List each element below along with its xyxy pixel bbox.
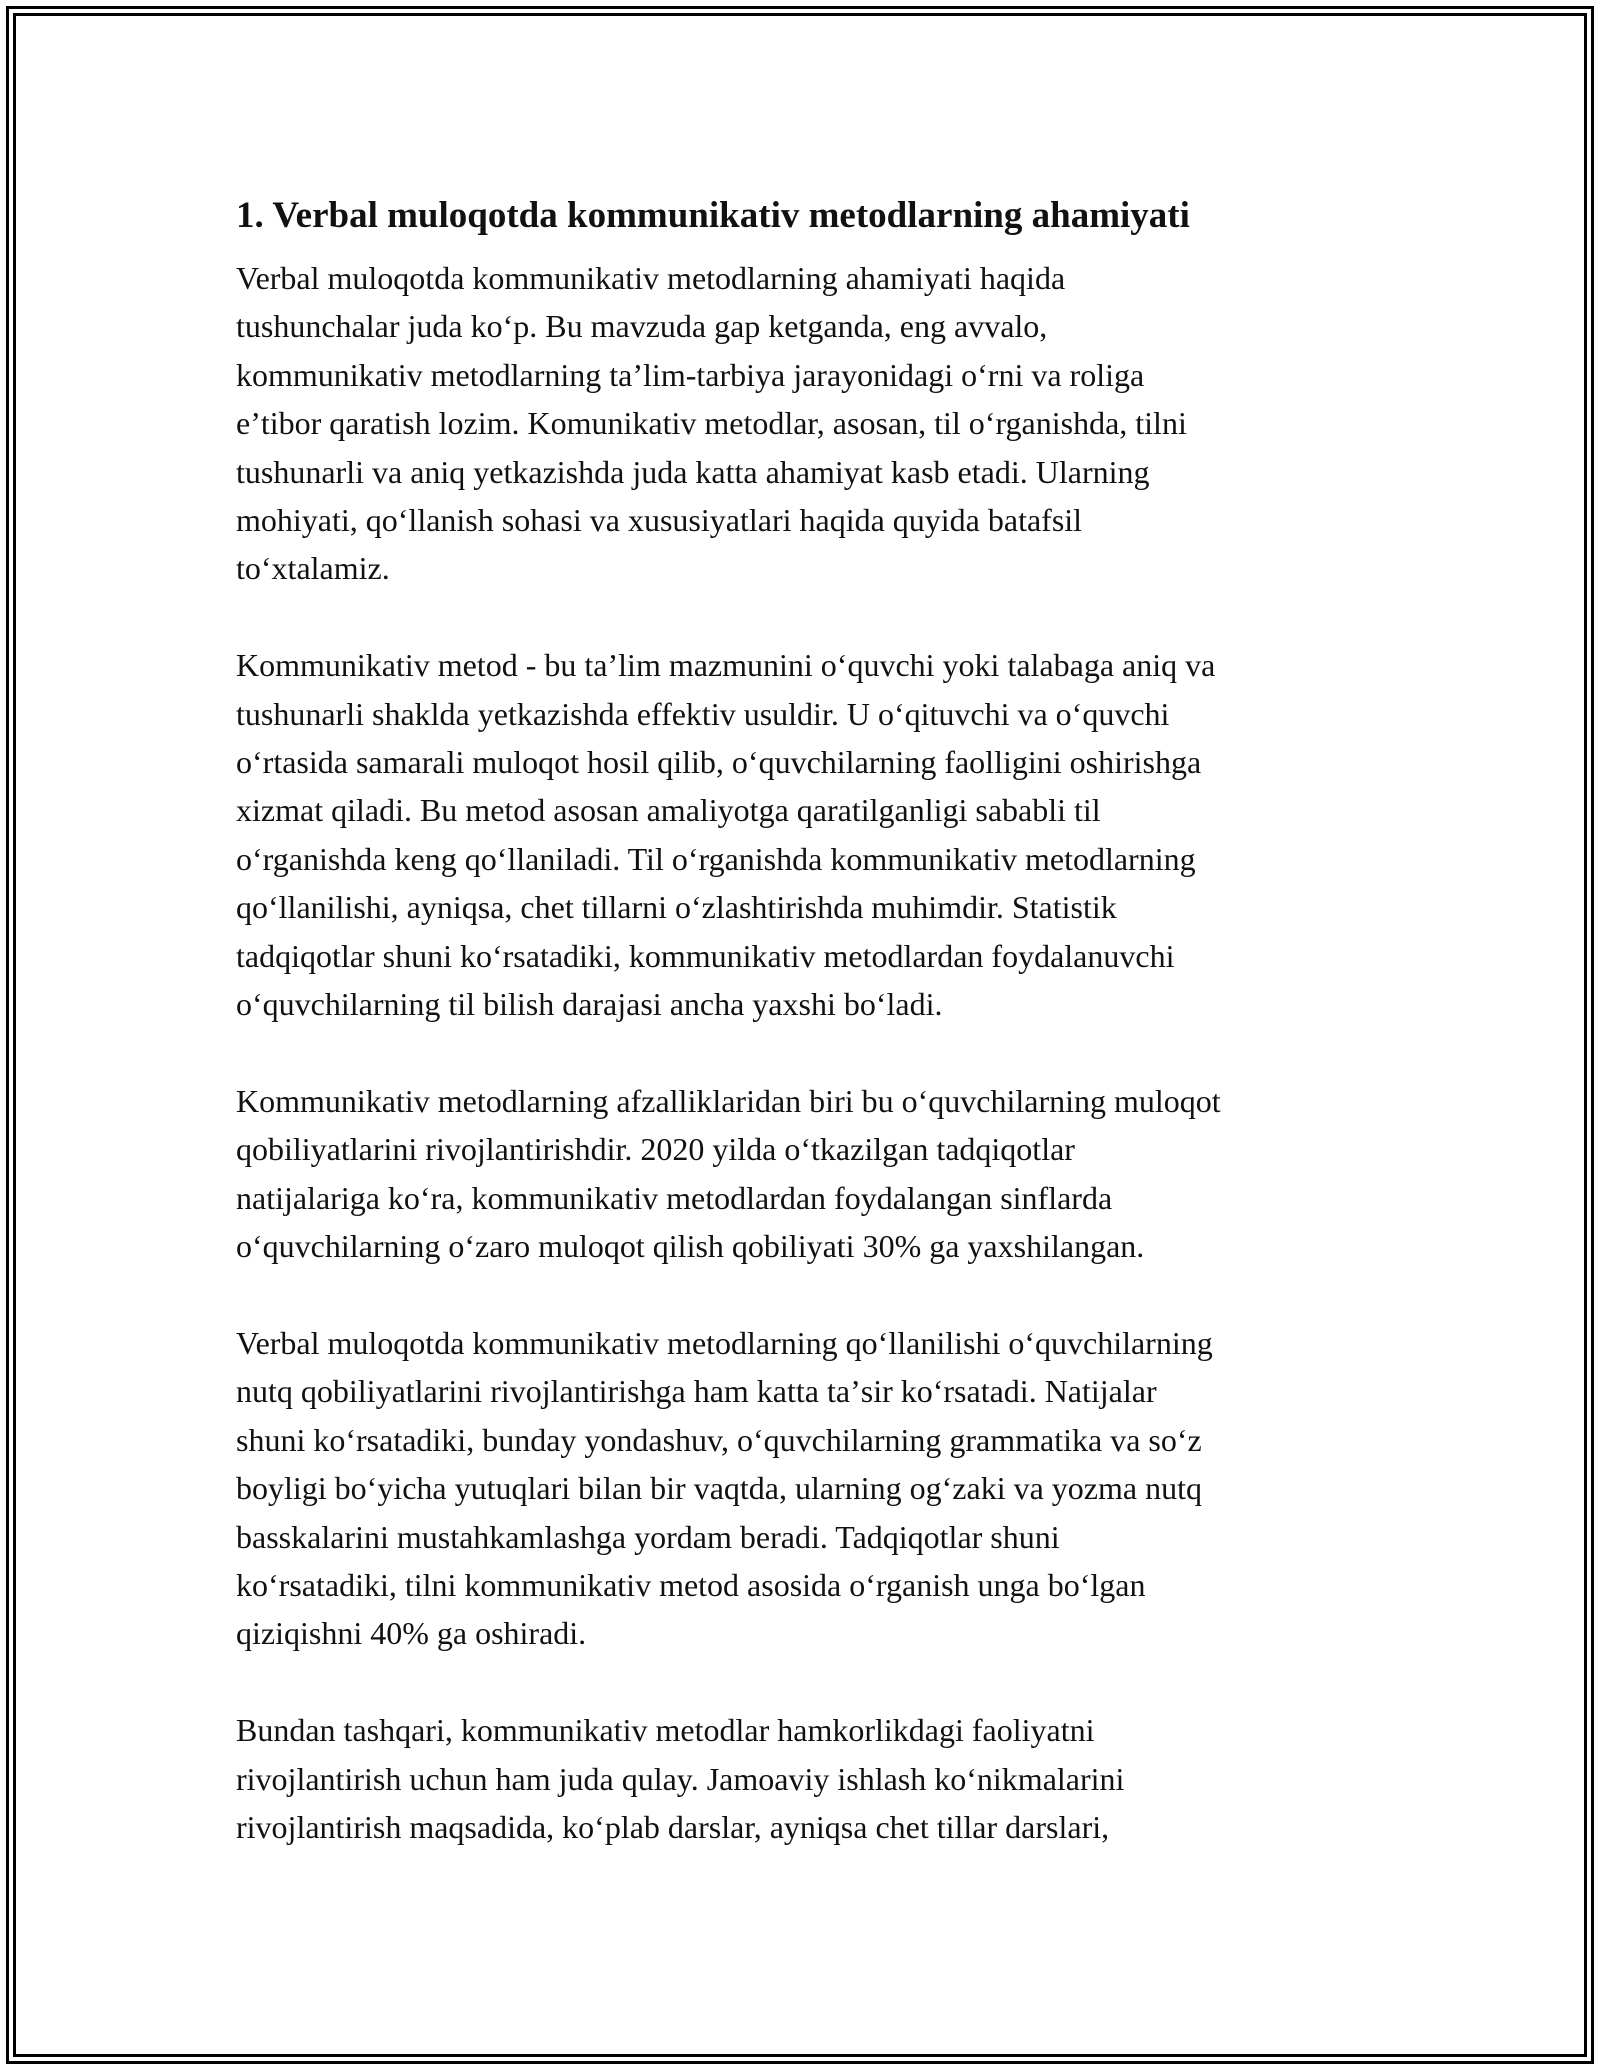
text-line: xizmat qiladi. Bu metod asosan amaliyotga qaratilganligi sababli til xyxy=(236,792,1101,829)
text-line: Verbal muloqotda kommunikativ metodlarning ahamiyati haqida xyxy=(236,260,1066,296)
text-line: oʻrtasida samarali muloqot hosil qilib, oʻquvchilarning faolligini oshirishga xyxy=(236,744,1202,781)
text-line: basskalarini mustahkamlashga yordam beradi. Tadqiqotlar shuni xyxy=(236,1518,1060,1555)
paragraph-3 xyxy=(236,1077,1366,1271)
text-line: boyligi boʻyicha yutuqlari bilan bir vaqtda, ularning ogʻzaki va yozma nutq xyxy=(236,1470,1202,1507)
text-line: toʻxtalamiz. xyxy=(236,550,390,587)
text-line: qobiliyatlarini rivojlantirishdir. 2020 yilda oʻtkazilgan tadqiqotlar xyxy=(236,1131,1075,1168)
paragraph-1 xyxy=(236,254,1366,593)
text-line: tushunchalar juda koʻp. Bu mavzuda gap ketganda, eng avvalo, xyxy=(236,308,1048,345)
text-line: shuni koʻrsatadiki, bunday yondashuv, oʻquvchilarning grammatika va soʻz xyxy=(236,1421,1202,1458)
text-line: qoʻllanilishi, ayniqsa, chet tillarni oʻzlashtirishda muhimdir. Statistik xyxy=(236,889,1117,926)
text-line: oʻrganishda keng qoʻllaniladi. Til oʻrganishda kommunikativ metodlarning xyxy=(236,840,1196,877)
text-line: rivojlantirish uchun ham juda qulay. Jamoaviy ishlash koʻnikmalarini xyxy=(236,1760,1125,1797)
text-line: tadqiqotlar shuni koʻrsatadiki, kommunikativ metodlardan foydalanuvchi xyxy=(236,937,1175,974)
text-line: kommunikativ metodlarning taʼlim-tarbiya jarayonidagi oʻrni va roliga xyxy=(236,356,1145,393)
text-line: Verbal muloqotda kommunikativ metodlarning qoʻllanilishi oʻquvchilarning xyxy=(236,1324,1213,1361)
text-line: oʻquvchilarning oʻzaro muloqot qilish qobiliyati 30% ga yaxshilangan. xyxy=(236,1228,1145,1265)
text-line: qiziqishni 40% ga oshiradi. xyxy=(236,1615,587,1652)
text-line: oʻquvchilarning til bilish darajasi ancha yaxshi boʻladi. xyxy=(236,986,943,1023)
text-line: eʼtibor qaratish lozim. Komunikativ metodlar, asosan, til oʻrganishda, tilni xyxy=(236,405,1187,442)
section-heading: 1. Verbal muloqotda kommunikativ metodlarning ahamiyati xyxy=(236,195,1190,236)
text-line: nutq qobiliyatlarini rivojlantirishga ham katta taʼsir koʻrsatadi. Natijalar xyxy=(236,1373,1157,1410)
paragraph-5 xyxy=(236,1706,1366,1851)
paragraph-2 xyxy=(236,641,1366,1028)
text-line: Kommunikativ metod - bu taʼlim mazmunini oʻquvchi yoki talabaga aniq va xyxy=(236,647,1216,684)
text-line: koʻrsatadiki, tilni kommunikativ metod asosida oʻrganish unga boʻlgan xyxy=(236,1566,1146,1603)
text-line: tushunarli shaklda yetkazishda effektiv usuldir. U oʻqituvchi va oʻquvchi xyxy=(236,695,1170,732)
text-line: tushunarli va aniq yetkazishda juda katta ahamiyat kasb etadi. Ularning xyxy=(236,453,1150,490)
document-page xyxy=(236,186,1366,1900)
text-line: natijalariga koʻra, kommunikativ metodlardan foydalangan sinflarda xyxy=(236,1179,1113,1216)
text-line: Bundan tashqari, kommunikativ metodlar hamkorlikdagi faoliyatni xyxy=(236,1712,1095,1749)
paragraph-4 xyxy=(236,1319,1366,1658)
text-line: mohiyati, qoʻllanish sohasi va xususiyatlari haqida quyida batafsil xyxy=(236,502,1083,539)
text-line: Kommunikativ metodlarning afzalliklaridan biri bu oʻquvchilarning muloqot xyxy=(236,1082,1221,1119)
text-line: rivojlantirish maqsadida, koʻplab darslar, ayniqsa chet tillar darslari, xyxy=(236,1808,1110,1845)
